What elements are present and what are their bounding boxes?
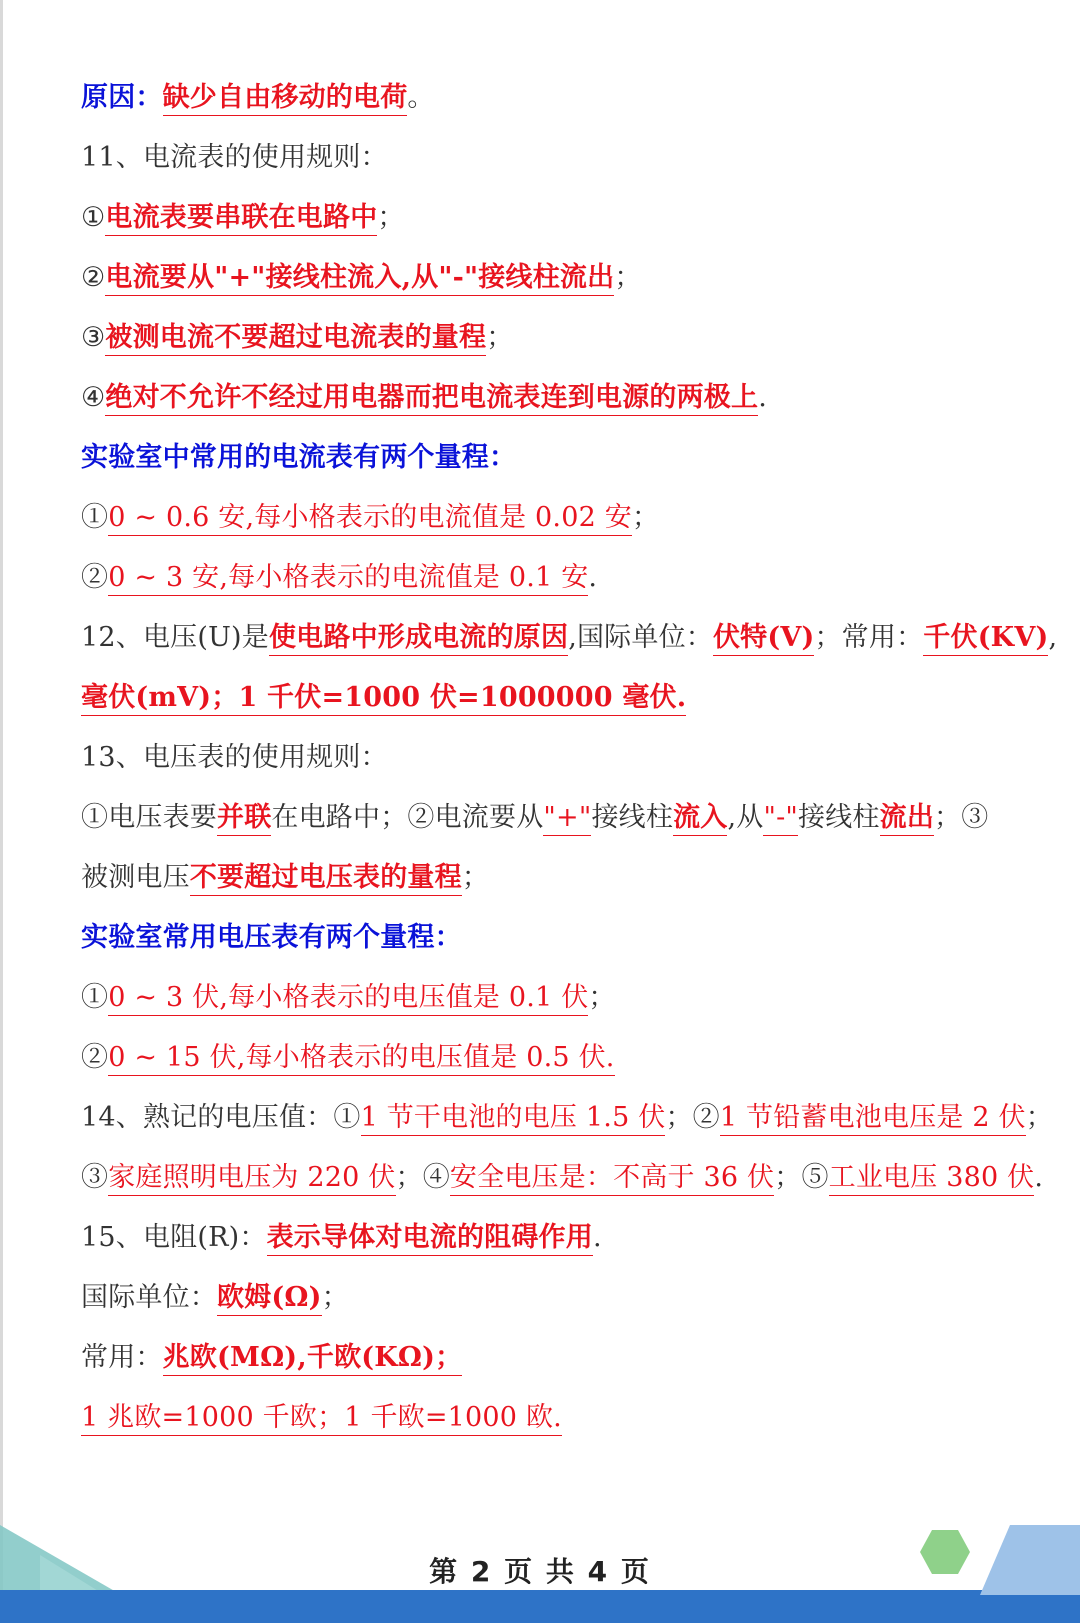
heading-text: 实验室常用电压表有两个量程： [81,922,462,953]
voltmeter-rules-line1 [81,788,1071,848]
text: ；常用： [814,622,924,653]
punct: . [1034,1162,1044,1193]
ammeter-range-1 [81,488,1071,548]
answer: "-" [763,802,798,836]
voltmeter-range-1 [81,968,1071,1028]
resistance-conversion [81,1388,1071,1448]
answer: 千伏(KV) [923,622,1048,656]
text: 在电路中；②电流要从 [271,802,544,833]
rule-text: 被测电流不要超过电流表的量程 [105,322,486,356]
punct: . [592,1222,602,1253]
text: ；④ [395,1162,450,1193]
text: ,从 [727,802,764,833]
heading-text: 13、电压表的使用规则： [81,742,388,773]
heading-ammeter-rules [81,128,1071,188]
voltage-units [81,668,1071,728]
punct: ； [1025,1102,1053,1133]
range-text: 0 ~ 3 安,每小格表示的电流值是 0.1 安 [108,562,588,596]
heading-voltmeter-ranges [81,908,1071,968]
text: ；② [665,1102,720,1133]
ammeter-rule-2 [81,248,1071,308]
answer: 1 节铅蓄电池电压是 2 伏 [720,1102,1026,1136]
range-number: ② [81,1042,109,1073]
cause-answer: 缺少自由移动的电荷 [163,82,408,116]
rule-text: 电流表要串联在电路中 [105,202,377,236]
heading-text: 11、电流表的使用规则： [81,142,388,173]
answer: 伏特(V) [713,622,815,656]
range-number: ② [81,562,109,593]
ammeter-rule-3 [81,308,1071,368]
answer: 家庭照明电压为 220 伏 [108,1162,395,1196]
answer: 兆欧(MΩ),千欧(KΩ)； [163,1342,463,1376]
resistance-si-unit [81,1268,1071,1328]
range-number: ① [81,982,109,1013]
page-edge [0,0,3,1623]
rule-text: 电流要从"+"接线柱流入,从"-"接线柱流出 [105,262,614,296]
punct: ； [377,202,405,233]
rule-number: ③ [81,322,106,353]
punct: ； [614,262,642,293]
text: ③ [81,1162,109,1193]
voltage-values-line2 [81,1148,1071,1208]
footer-bar [0,1590,1080,1623]
answer: 1 兆欧=1000 千欧；1 千欧=1000 欧. [81,1402,562,1436]
punct: ； [321,1282,349,1313]
answer: 不要超过电压表的量程 [190,862,462,896]
punct: ； [486,322,514,353]
ammeter-rule-4 [81,368,1071,428]
rule-number: ① [81,202,106,233]
line-cause [81,68,1071,128]
answer: 工业电压 380 伏 [829,1162,1035,1196]
punct: 。 [407,82,435,113]
heading-voltmeter-rules [81,728,1071,788]
cause-label: 原因： [81,82,163,113]
answer: 安全电压是：不高于 36 伏 [450,1162,774,1196]
voltmeter-range-2 [81,1028,1071,1088]
range-text: 0 ~ 15 伏,每小格表示的电压值是 0.5 伏. [108,1042,614,1076]
resistance-definition [81,1208,1071,1268]
text: ,国际单位： [568,622,713,653]
text: 常用： [81,1342,163,1373]
resistance-common-units [81,1328,1071,1388]
text: 接线柱 [591,802,674,833]
answer: 欧姆(Ω) [217,1282,322,1316]
range-number: ① [81,502,109,533]
range-text: 0 ~ 3 伏,每小格表示的电压值是 0.1 伏 [108,982,588,1016]
text: 14、熟记的电压值：① [81,1102,361,1133]
text: ；③ [934,802,989,833]
text: 国际单位： [81,1282,217,1313]
answer: 流出 [880,802,934,836]
answer: 流入 [673,802,727,836]
answer: 使电路中形成电流的原因 [269,622,568,656]
answer: 并联 [217,802,271,836]
voltmeter-rules-line2 [81,848,1071,908]
punct: ； [461,862,490,893]
rule-number: ② [81,262,106,293]
punct: . [588,562,598,593]
rule-number: ④ [81,382,106,413]
page-content [81,68,1071,1448]
answer: 1 节干电池的电压 1.5 伏 [361,1102,666,1136]
punct: ； [631,502,660,533]
ammeter-rule-1 [81,188,1071,248]
text: 接线柱 [798,802,880,833]
text: 12、电压(U)是 [81,622,269,653]
punct: ； [588,982,616,1013]
text: 被测电压 [81,862,190,893]
text: 15、电阻(R)： [81,1222,267,1253]
text: ①电压表要 [81,802,217,833]
voltage-values-line1 [81,1088,1071,1148]
text: ；⑤ [774,1162,829,1193]
answer: 表示导体对电流的阻碍作用 [267,1222,593,1256]
heading-ammeter-ranges [81,428,1071,488]
answer: 毫伏(mV)；1 千伏=1000 伏=1000000 毫伏. [81,682,686,716]
page-number: 第 2 页 共 4 页 [429,1555,651,1588]
rule-text: 绝对不允许不经过用电器而把电流表连到电源的两极上 [105,382,758,416]
answer: "+" [543,802,591,836]
punct: . [758,382,768,413]
heading-text: 实验室中常用的电流表有两个量程： [81,442,517,473]
ammeter-range-2 [81,548,1071,608]
range-text: 0 ~ 0.6 安,每小格表示的电流值是 0.02 安 [108,502,632,536]
voltage-definition [81,608,1071,668]
punct: , [1048,622,1058,653]
